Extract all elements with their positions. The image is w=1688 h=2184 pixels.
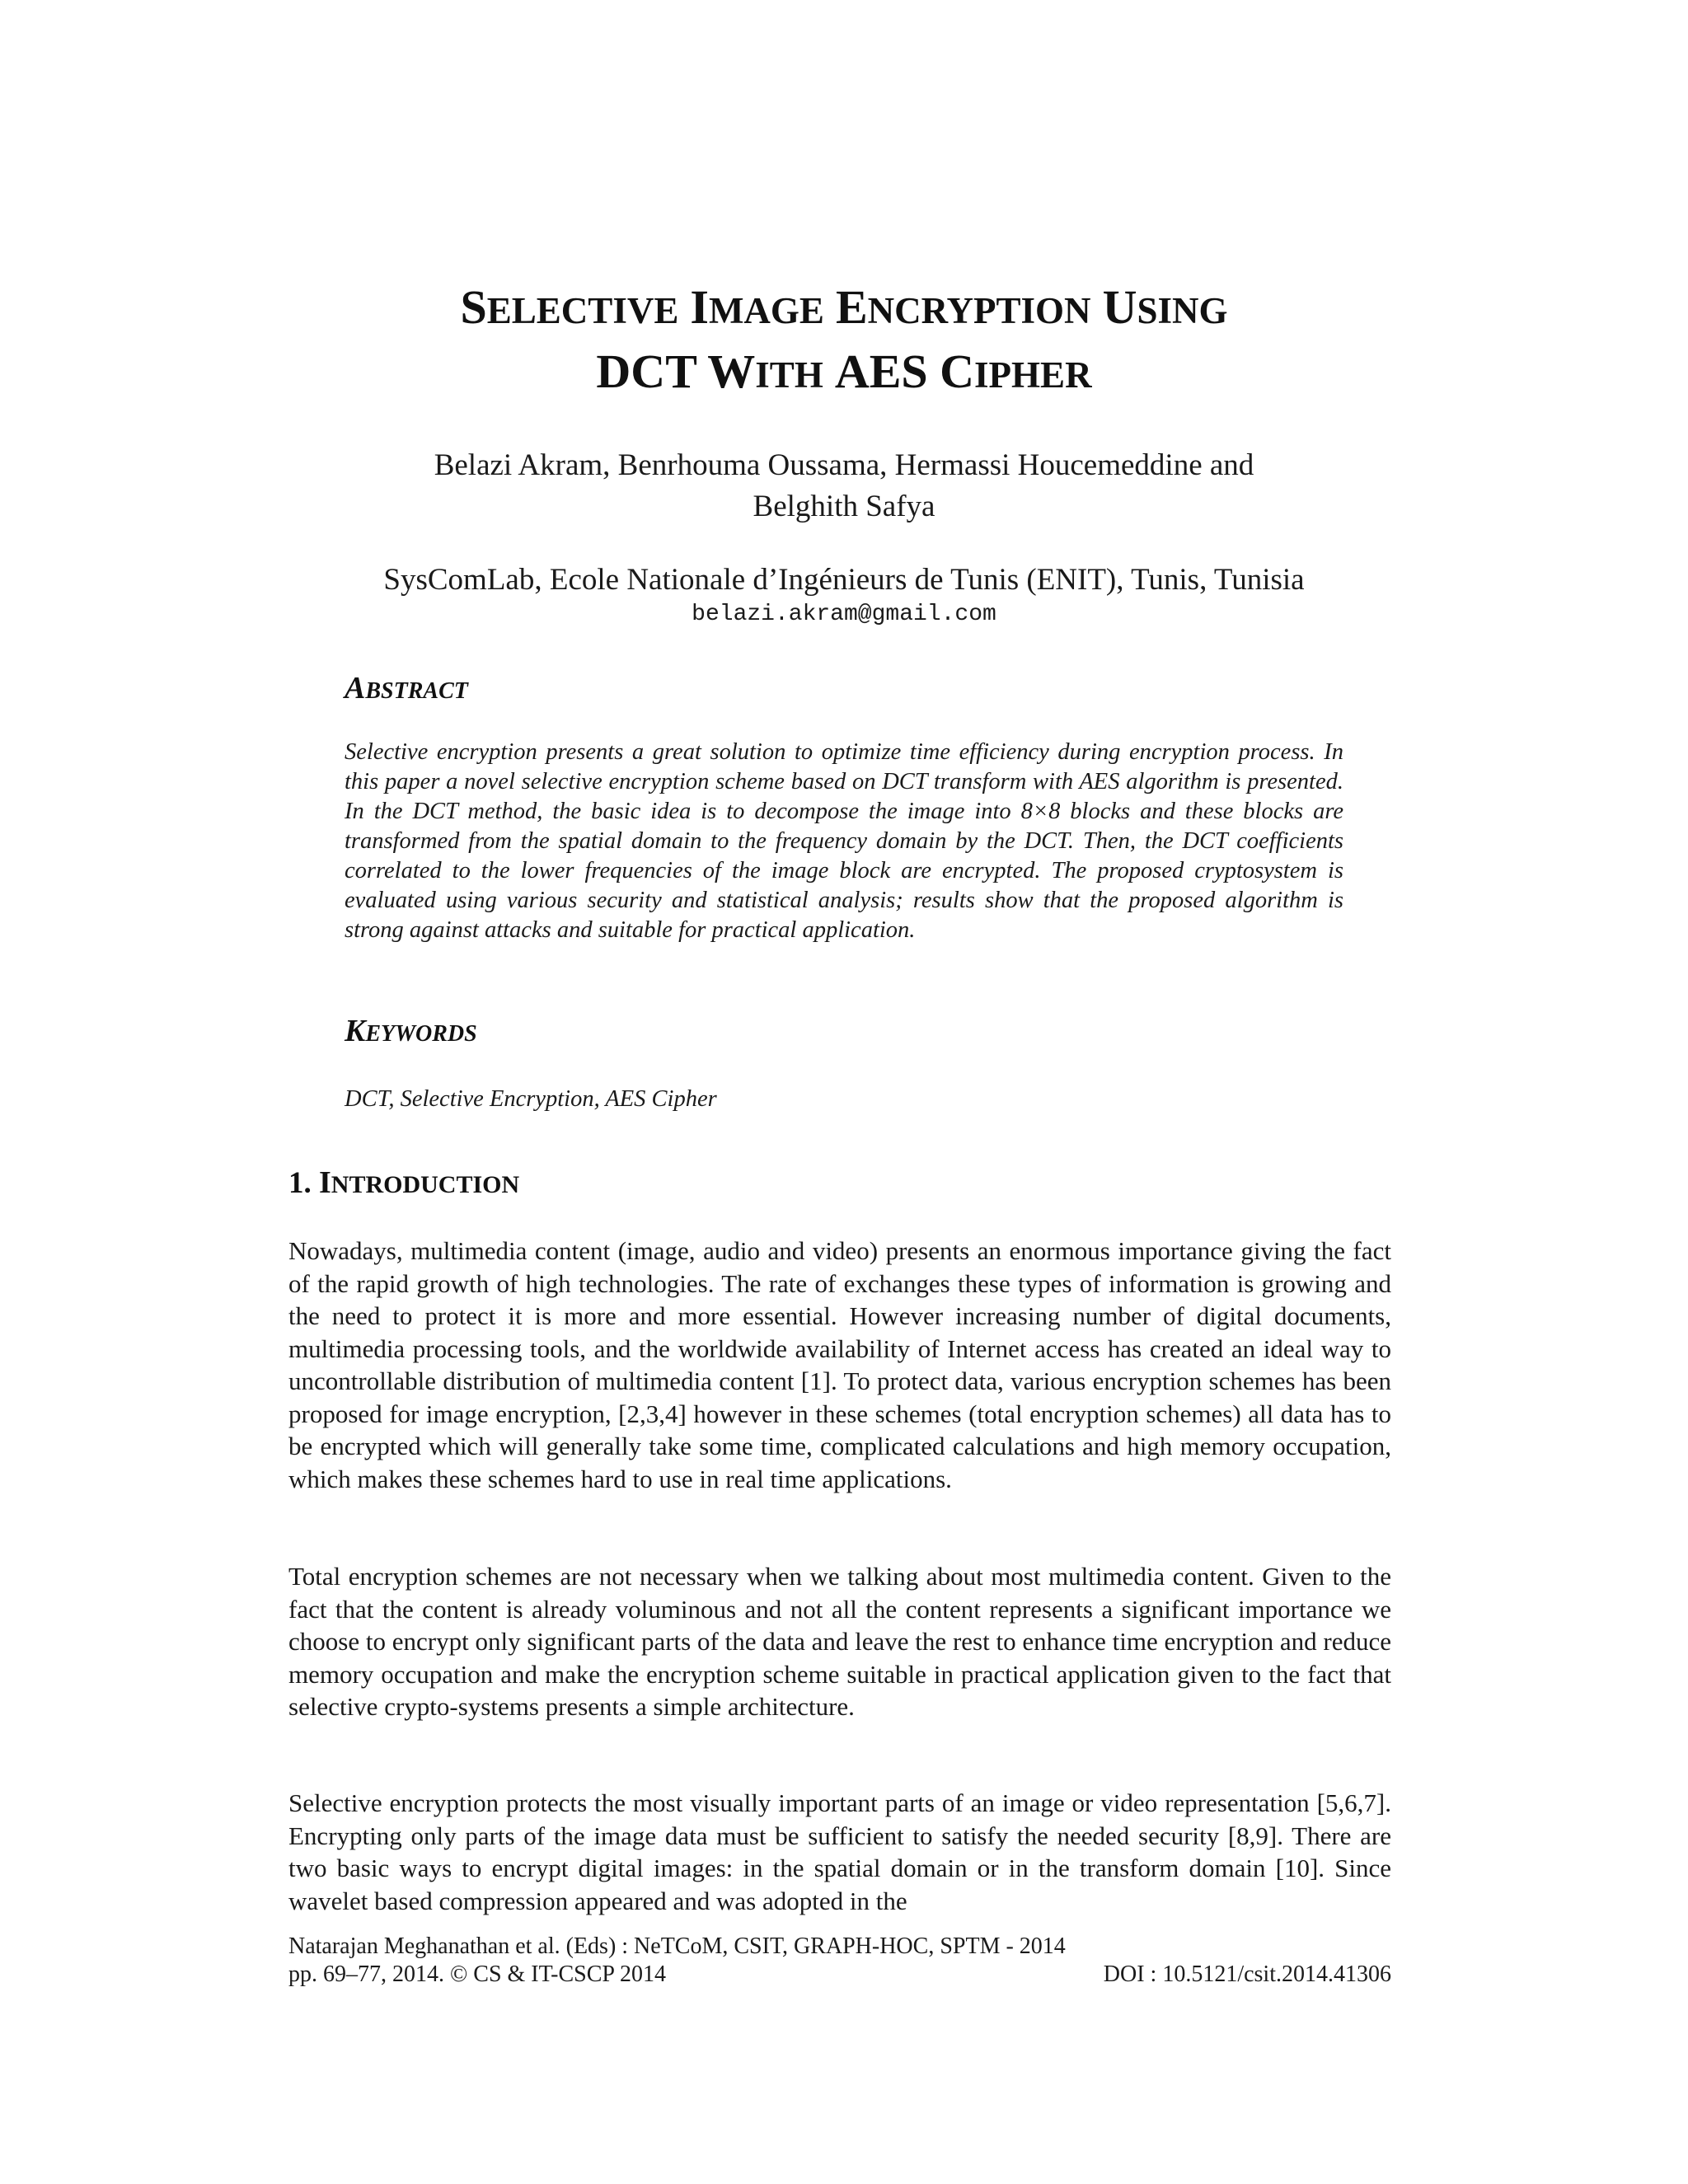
footer-proceedings: Natarajan Meghanathan et al. (Eds) : NeTCoM, CSIT, GRAPH-HOC, SPTM - 2014 xyxy=(288,1933,1066,1959)
abstract-heading: ABSTRACT xyxy=(345,671,468,705)
authors-line-1: Belazi Akram, Benrhouma Oussama, Hermassi Houcemeddine and xyxy=(434,448,1254,482)
title-line-1: SELECTIVE IMAGE ENCRYPTION USING xyxy=(460,280,1228,334)
intro-paragraph-3: Selective encryption protects the most visually important parts of an image or video representation [5,6,7]. Encrypting only parts of the image data must be sufficient to satisfy the needed security [8,9]. There are two basic ways to encrypt digital images: in the spatial domain or in the transform domain [10]. Since wavelet based compression appeared and was adopted in the xyxy=(288,1788,1391,1915)
introduction-heading: 1. INTRODUCTION xyxy=(288,1165,520,1200)
footer-doi: DOI : 10.5121/csit.2014.41306 xyxy=(1103,1961,1391,1987)
paper-title xyxy=(0,277,1688,405)
keywords-heading: KEYWORDS xyxy=(345,1014,477,1048)
author-email: belazi.akram@gmail.com xyxy=(692,602,996,627)
keywords-text: DCT, Selective Encryption, AES Cipher xyxy=(345,1086,717,1112)
intro-paragraph-2: Total encryption schemes are not necessary when we talking about most multimedia content. Given to the fact that the content is already voluminous and not all the content represents a significant importance we choose to encrypt only significant parts of the data and leave the rest to enhance time encryption and reduce memory occupation and make the encryption scheme suitable in practical application given to the fact that selective crypto-systems presents a simple architecture. xyxy=(288,1562,1391,1721)
intro-paragraph-1: Nowadays, multimedia content (image, audio and video) presents an enormous importance giving the fact of the rapid growth of high technologies. The rate of exchanges these types of information is growing and the need to protect it is more and more essential. However increasing number of digital documents, multimedia processing tools, and the worldwide availability of Internet access has created an ideal way to uncontrollable distribution of multimedia content [1]. To protect data, various encryption schemes has been proposed for image encryption, [2,3,4] however in these schemes (total encryption schemes) all data has to be encrypted which will generally take some time, complicated calculations and high memory occupation, which makes these schemes hard to use in real time applications. xyxy=(288,1236,1391,1493)
author-list xyxy=(0,445,1688,527)
authors-line-2: Belghith Safya xyxy=(753,490,935,523)
title-line-2: DCT WITH AES CIPHER xyxy=(596,344,1092,398)
affiliation: SysComLab, Ecole Nationale d’Ingénieurs de Tunis (ENIT), Tunis, Tunisia xyxy=(383,563,1305,597)
footer-pages: pp. 69–77, 2014. © CS & IT-CSCP 2014 xyxy=(288,1961,666,1987)
footer-publication-line xyxy=(288,1961,1391,1989)
abstract-text: Selective encryption presents a great solution to optimize time efficiency during encryption process. In this paper a novel selective encryption scheme based on DCT transform with AES algorithm is presented. In the DCT method, the basic idea is to decompose the image into 8×8 blocks and these blocks are transformed from the spatial domain to the frequency domain by the DCT. Then, the DCT coefficients correlated to the lower frequencies of the image block are encrypted. The proposed cryptosystem is evaluated using various security and statistical analysis; results show that the proposed algorithm is strong against attacks and suitable for practical application. xyxy=(345,739,1343,943)
